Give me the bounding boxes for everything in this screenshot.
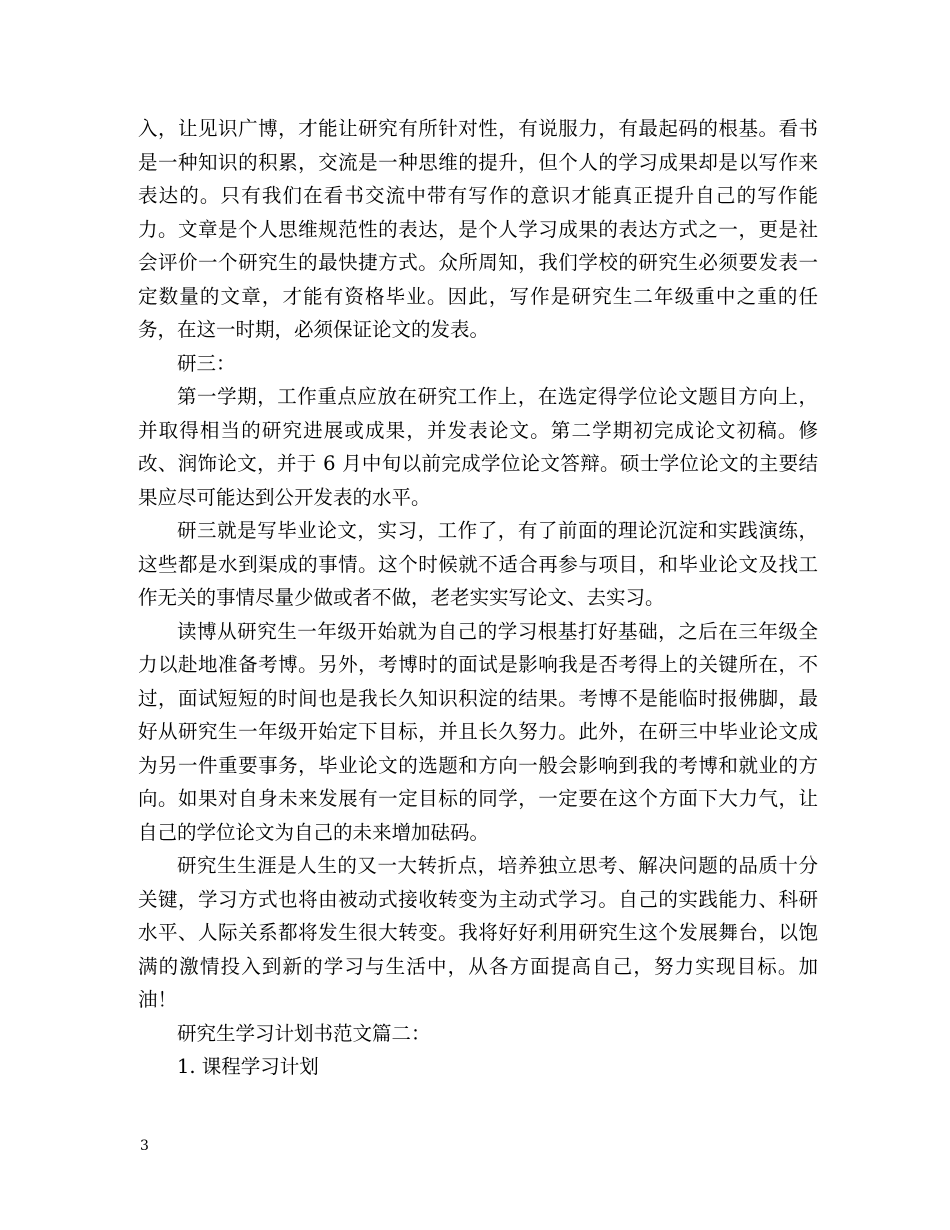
paragraph: 研三就是写毕业论文，实习，工作了，有了前面的理论沉淀和实践演练，这些都是水到渠成的事情。这个时候就不适合再参与项目，和毕业论文及找工作无关的事情尽量少做或者不做，老老实实写论文、去实习。 xyxy=(138,519,818,609)
paragraph: 入，让见识广博，才能让研究有所针对性，有说服力，有最起码的根基。看书是一种知识的积累，交流是一种思维的提升，但个人的学习成果却是以写作来表达的。只有我们在看书交流中带有写作的意识才能真正提升自己的写作能力。文章是个人思维规范性的表达，是个人学习成果的表达方式之一，更是社会评价一个研究生的最快捷方式。众所周知，我们学校的研究生必须要发表一定数量的文章，才能有资格毕业。因此，写作是研究生二年级重中之重的任务，在这一时期，必须保证论文的发表。 xyxy=(138,117,818,341)
body-text xyxy=(138,112,818,1084)
paragraph: 第一学期，工作重点应放在研究工作上，在选定得学位论文题目方向上，并取得相当的研究进展或成果，并发表论文。第二学期初完成论文初稿。修改、润饰论文，并于 6 月中旬以前完成学位论文答辩。硕士学位论文的主要结果应尽可能达到公开发表的水平。 xyxy=(138,385,818,509)
section-heading-sample-two: 研究生学习计划书范文篇二： xyxy=(177,1021,431,1045)
paragraph: 读博从研究生一年级开始就为自己的学习根基打好基础，之后在三年级全力以赴地准备考博。另外，考博时的面试是影响我是否考得上的关键所在，不过，面试短短的时间也是我长久知识积淀的结果。考博不是能临时报佛脚，最好从研究生一年级开始定下目标，并且长久努力。此外，在研三中毕业论文成为另一件重要事务，毕业论文的选题和方向一般会影响到我的考博和就业的方向。如果对自身未来发展有一定目标的同学，一定要在这个方面下大力气，让自己的学位论文为自己的未来增加砝码。 xyxy=(138,619,818,844)
section-heading-year-three: 研三： xyxy=(177,351,236,375)
paragraph: 研究生生涯是人生的又一大转折点，培养独立思考、解决问题的品质十分关键，学习方式也将由被动式接收转变为主动式学习。自己的实践能力、科研水平、人际关系都将发生很大转变。我将好好利用研究生这个发展舞台，以饱满的激情投入到新的学习与生活中，从各方面提高自己，努力实现目标。加油！ xyxy=(138,854,818,1011)
page-number: 3 xyxy=(140,1138,149,1154)
list-item-course-plan: 1. 课程学习计划 xyxy=(177,1055,319,1078)
